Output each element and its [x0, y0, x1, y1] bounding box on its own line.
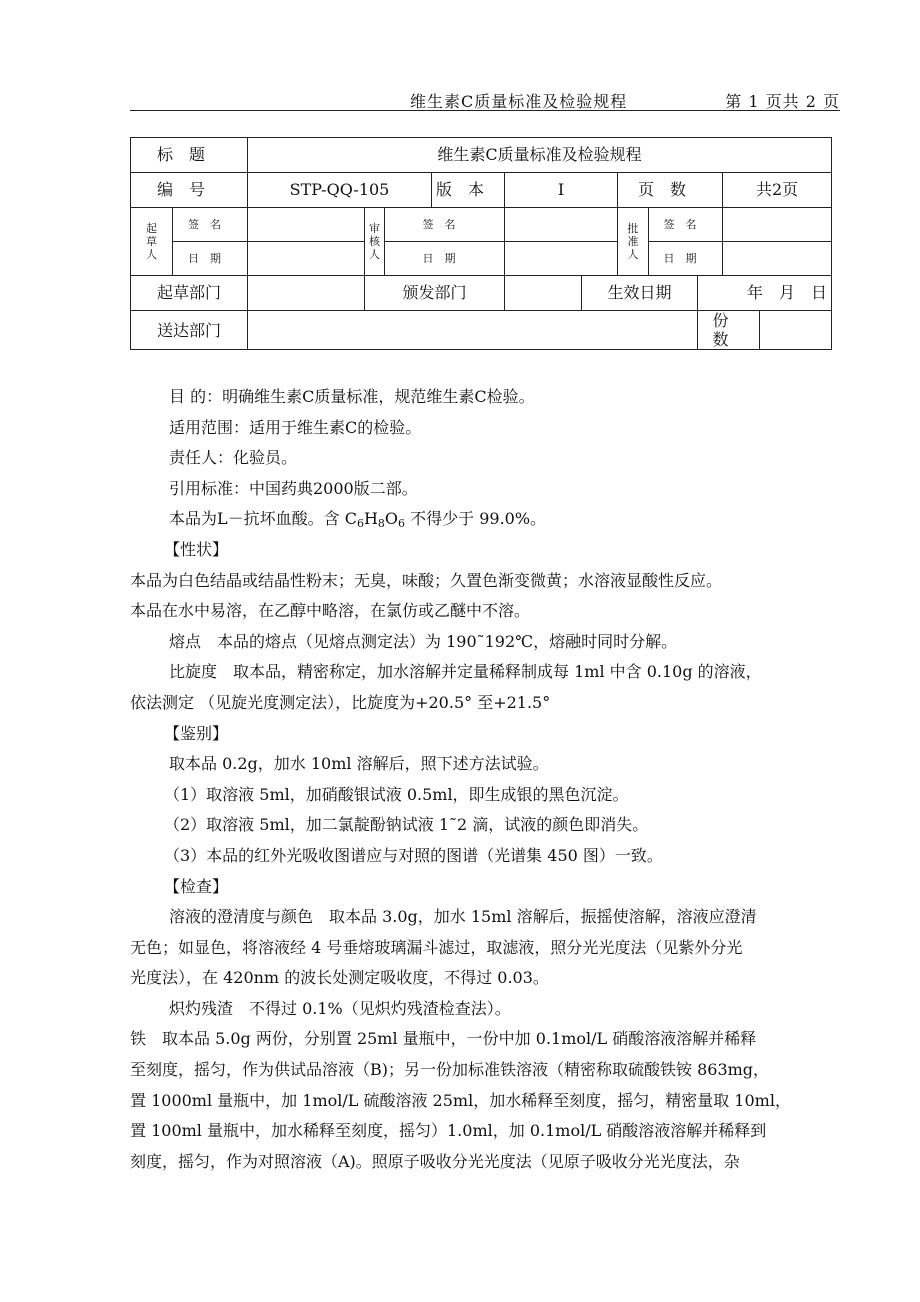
draft-dept-value[interactable]	[248, 276, 365, 311]
paragraph-line: 置 100ml 量瓶中，加水稀释至刻度，摇匀）1.0ml，加 0.1mol/L 硝酸溶液溶解并稀释到	[130, 1121, 767, 1141]
number-value: STP-QQ-105	[248, 173, 432, 208]
pages-label: 页数	[618, 173, 723, 208]
row-distribution	[131, 311, 832, 350]
paragraph-line: 炽灼残渣 不得过 0.1%（见炽灼残渣检查法）。	[169, 998, 511, 1018]
paragraph-line: 至刻度，摇匀，作为供试品溶液（B)；另一份加标准铁溶液（精密称取硫酸铁铵 863mg，	[130, 1060, 770, 1080]
row-departments	[131, 276, 832, 311]
reviewer-sign-value[interactable]	[505, 208, 618, 242]
header-doc-title: 维生素C质量标准及检验规程	[410, 92, 628, 111]
paragraph-line: 熔点 本品的熔点（见熔点测定法）为 190˜192℃，熔融时同时分解。	[169, 631, 678, 651]
document-control-table	[130, 137, 832, 350]
version-value: I	[505, 173, 618, 208]
approver-sign-label: 签名	[649, 208, 723, 242]
paragraph-line: 无色；如显色，将溶液经 4 号垂熔玻璃漏斗滤过，取滤液，照分光光度法（见紫外分光	[130, 937, 743, 957]
title-label: 标题	[131, 138, 248, 173]
paragraph-line: 依法测定 （见旋光度测定法），比旋度为+20.5° 至+21.5°	[130, 692, 551, 712]
paragraph-line: 本品为白色结晶或结晶性粉末；无臭，味酸；久置色渐变微黄；水溶液显酸性反应。	[130, 570, 723, 590]
reviewer-sign-label: 签名	[385, 208, 505, 242]
reviewer-label: 审 核 人	[365, 208, 385, 276]
scope-line: 适用范围：适用于维生素C的检验。	[169, 417, 422, 437]
approver-label: 批 准 人	[618, 208, 649, 276]
paragraph-line: 比旋度 取本品，精密称定，加水溶解并定量稀释制成每 1ml 中含 0.10g 的溶液，	[169, 662, 762, 682]
title-value: 维生素C质量标准及检验规程	[248, 138, 832, 173]
paragraph-line: 铁 取本品 5.0g 两份，分别置 25ml 量瓶中，一份中加 0.1mol/L 硝酸溶液溶解并稀释	[130, 1029, 757, 1049]
row-date	[131, 242, 832, 276]
paragraph-line: （1）取溶液 5ml，加硝酸银试液 0.5ml，即生成银的黑色沉淀。	[164, 784, 629, 804]
row-title	[131, 138, 832, 173]
section-heading-properties: 【性状】	[164, 539, 229, 559]
drafter-date-label: 日期	[173, 242, 248, 276]
approver-sign-value[interactable]	[723, 208, 832, 242]
section-heading-inspection: 【检查】	[164, 876, 229, 896]
paragraph-line: 光度法），在 420nm 的波长处测定吸收度，不得过 0.03。	[130, 968, 549, 988]
paragraph-line: 刻度，摇匀，作为对照溶液（A)。照原子吸收分光光度法（见原子吸收分光光度法，杂	[130, 1151, 740, 1171]
issue-dept-label: 颁发部门	[365, 276, 505, 311]
paragraph-line: 溶液的澄清度与颜色 取本品 3.0g，加水 15ml 溶解后，振摇使溶解，溶液应澄清	[169, 907, 757, 927]
reviewer-date-label: 日期	[385, 242, 505, 276]
effective-date-value[interactable]: 年 月 日	[698, 276, 832, 311]
header-page-info: 第 1 页共 2 页	[725, 92, 840, 111]
drafter-sign-value[interactable]	[248, 208, 365, 242]
paragraph-line: 置 1000ml 量瓶中，加 1mol/L 硫酸溶液 25ml，加水稀释至刻度，摇匀，精密量取 10ml，	[130, 1090, 791, 1110]
drafter-date-value[interactable]	[248, 242, 365, 276]
drafter-label: 起 草 人	[131, 208, 173, 276]
approver-date-label: 日期	[649, 242, 723, 276]
page-header	[130, 88, 840, 111]
number-label: 编号	[131, 173, 248, 208]
purpose-line: 目 的：明确维生素C质量标准，规范维生素C检验。	[169, 387, 535, 406]
section-heading-identification: 【鉴别】	[164, 723, 229, 743]
copies-value[interactable]	[760, 311, 832, 350]
draft-dept-label: 起草部门	[131, 276, 248, 311]
definition-line: 本品为L－抗坏血酸。含 $C_6H_8O_6$ 不得少于 99.0%。	[169, 509, 547, 531]
reference-line: 引用标准：中国药典2000版二部。	[169, 478, 418, 498]
row-number	[131, 173, 832, 208]
document-body	[0, 382, 920, 1177]
issue-dept-value[interactable]	[505, 276, 582, 311]
paragraph-line: （2）取溶液 5ml，加二氯靛酚钠试液 1˜2 滴，试液的颜色即消失。	[164, 815, 649, 835]
pages-value: 共2页	[723, 173, 832, 208]
dist-dept-label: 送达部门	[131, 311, 248, 350]
approver-date-value[interactable]	[723, 242, 832, 276]
version-label: 版本	[432, 173, 505, 208]
row-sign	[131, 208, 832, 242]
reviewer-date-value[interactable]	[505, 242, 618, 276]
responsible-line: 责任人：化验员。	[169, 448, 298, 468]
paragraph-line: 取本品 0.2g，加水 10ml 溶解后，照下述方法试验。	[169, 754, 549, 774]
copies-label: 份数	[698, 311, 760, 350]
effective-date-label: 生效日期	[582, 276, 698, 311]
drafter-sign-label: 签名	[173, 208, 248, 242]
dist-dept-value[interactable]	[248, 311, 698, 350]
paragraph-line: 本品在水中易溶，在乙醇中略溶，在氯仿或乙醚中不溶。	[130, 601, 531, 621]
paragraph-line: （3）本品的红外光吸收图谱应与对照的图谱（光谱集 450 图）一致。	[164, 845, 663, 865]
